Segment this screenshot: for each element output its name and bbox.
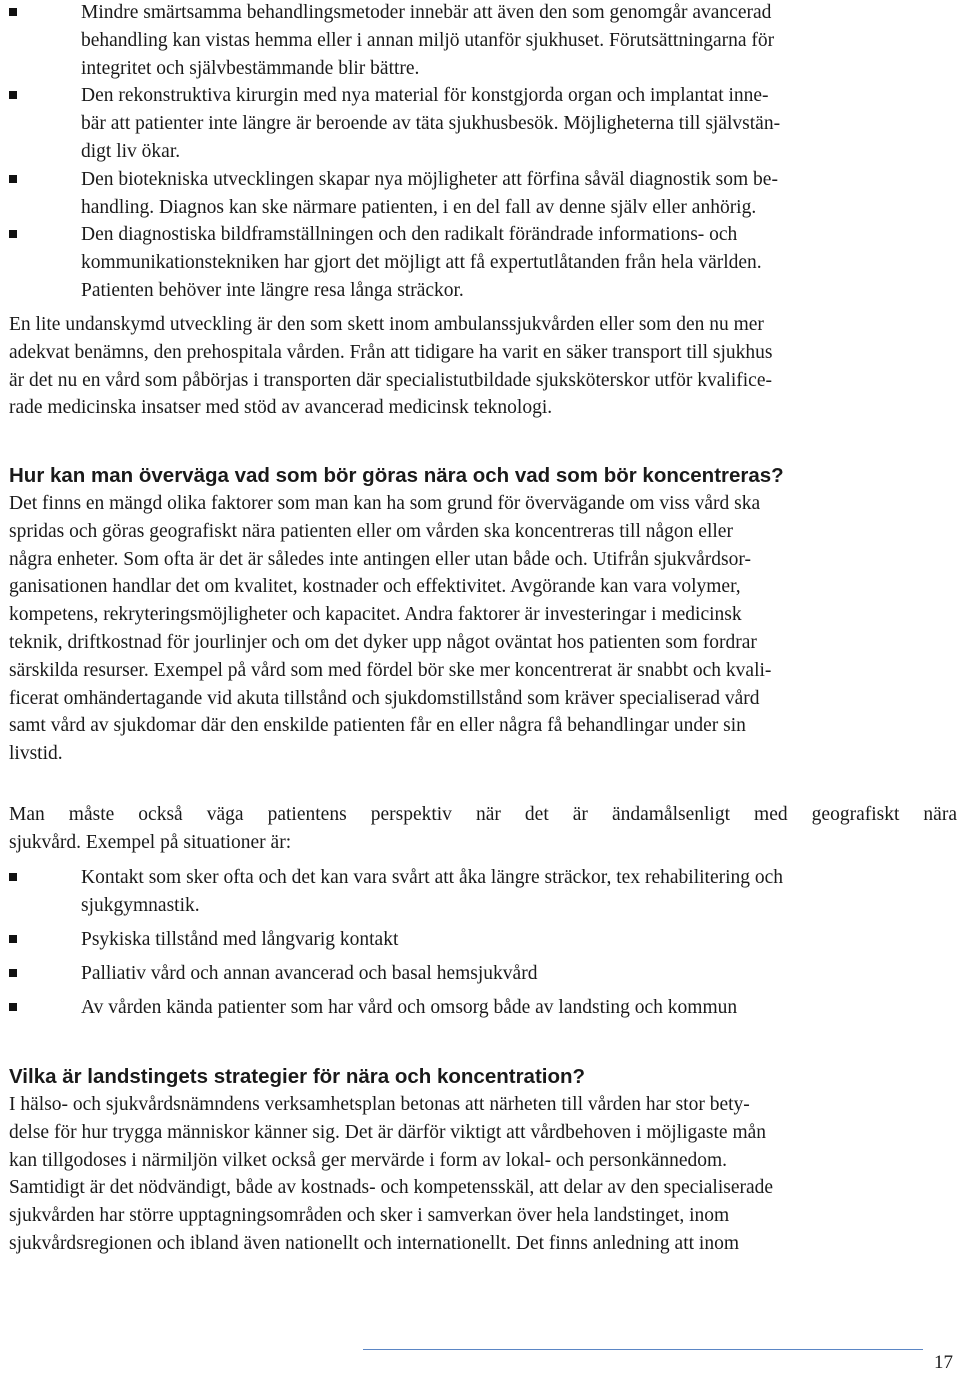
square-bullet-icon [9,175,17,183]
list-item-line: Patienten behöver inte längre resa långa sträckor. [81,279,464,301]
paragraph-line: I hälso- och sjukvårdsnämndens verksamhetsplan betonas att närheten till vården har stor bety- [9,1094,750,1115]
square-bullet-icon [9,8,17,16]
list-item [9,0,957,82]
list-item-line: integritet och självbestämmande blir bättre. [81,57,420,79]
list-item-line: Mindre smärtsamma behandlingsmetoder innebär att även den som genomgår avancerad [81,2,772,23]
section-2-body [9,1091,957,1258]
page-number: 17 [934,1352,953,1373]
paragraph-perspective [9,801,957,857]
list-item-line: bär att patienter inte längre är beroende av täta sjukhusbesök. Möjligheterna till självstän- [81,113,781,135]
list-item-line: digt liv ökar. [81,140,181,162]
list-item-line: Den rekonstruktiva kirurgin med nya material för konstgjorda organ och implantat inne- [81,85,769,107]
list-item [9,960,957,994]
footer-rule [363,1349,923,1350]
list-item-line: sjukgymnastik. [81,894,200,916]
paragraph-line: sjukvårdsregionen och ibland även nationellt och internationellt. Det finns anledning att inom [9,1232,739,1254]
top-bullet-list [9,0,957,305]
list-item-line: Kontakt som sker ofta och det kan vara svårt att åka längre sträckor, tex rehabilitering och [81,867,784,888]
square-bullet-icon [9,1003,17,1011]
paragraph-line: samt vård av sjukdomar där den enskilde patienten får en eller några få behandlingar under sin [9,715,746,737]
list-item-line: Palliativ vård och annan avancerad och basal hemsjukvård [81,963,538,984]
paragraph-line: sjukvård. Exempel på situationer är: [9,831,292,853]
paragraph-line: Samtidigt är det nödvändigt, både av kostnads- och kompetensskäl, att delar av den specialiserade [9,1177,774,1199]
paragraph-line: livstid. [9,743,63,765]
list-item-line: Den diagnostiska bildframställningen och den radikalt förändrade informations- och [81,224,738,246]
paragraph-line: kan tillgodoses i närmiljön vilket också ger mervärde i form av lokal- och personkännedom. [9,1149,728,1171]
list-item [9,166,957,222]
situations-bullet-list [9,864,957,1028]
list-item-line: kommunikationstekniken har gjort det möjligt att få expertutlåtanden från hela världen. [81,252,762,274]
paragraph-line: ganisationen handlar det om kvalitet, kostnader och effektivitet. Avgörande kan vara volymer, [9,576,741,598]
paragraph-line: några enheter. Som ofta är det är således inte antingen eller utan både och. Utifrån sjukvårdsor- [9,548,751,570]
list-item [9,82,957,165]
list-item-line: Den biotekniska utvecklingen skapar nya möjligheter att förfina såväl diagnostik som be- [81,168,778,190]
list-item-line: Av vården kända patienter som har vård och omsorg både av landsting och kommun [81,997,738,1018]
section-1-body [9,490,957,768]
paragraph-line: Man måste också väga patientens perspektiv när det är ändamålsenligt med geografiskt nära [9,804,957,825]
paragraph-line: delse för hur trygga människor känner sig. Det är därför viktigt att vårdbehoven i möjligaste mån [9,1121,767,1143]
list-item-line: behandling kan vistas hemma eller i annan miljö utanför sjukhuset. Förutsättningarna för [81,29,775,51]
list-item [9,221,957,304]
paragraph-ambulance [9,311,957,422]
square-bullet-icon [9,91,17,99]
list-item-line: Psykiska tillstånd med långvarig kontakt [81,929,399,950]
paragraph-line: särskilda resurser. Exempel på vård som med fördel bör ske mer koncentrerat är snabbt och kvali- [9,659,772,681]
paragraph-line: spridas och göras geografiskt nära patienten eller om vården ska koncentreras till någon eller [9,520,733,542]
list-item [9,926,957,960]
paragraph-line: ficerat omhändertagande vid akuta tillstånd och sjukdomstillstånd som kräver specialiserad vård [9,687,760,709]
paragraph-line: adekvat benämns, den prehospitala vården. Från att tidigare ha varit en säker transport till sjukhus [9,341,773,363]
square-bullet-icon [9,230,17,238]
paragraph-line: kompetens, rekryteringsmöjligheter och kapacitet. Andra faktorer är investeringar i medicinsk [9,604,742,626]
square-bullet-icon [9,935,17,943]
paragraph-line: teknik, driftkostnad för jourlinjer och om det dyker upp något oväntat hos patienten som fordrar [9,631,757,653]
list-item [9,864,957,926]
paragraph-line: är det nu en vård som påbörjas i transporten där specialistutbildade sjuksköterskor utför kvalifice- [9,369,772,391]
paragraph-line: Det finns en mängd olika faktorer som man kan ha som grund för övervägande om viss vård ska [9,493,761,514]
section-heading: Vilka är landstingets strategier för nära och koncentration? [9,1065,586,1088]
section-heading: Hur kan man överväga vad som bör göras nära och vad som bör koncentreras? [9,464,784,487]
square-bullet-icon [9,969,17,977]
paragraph-line: En lite undanskymd utveckling är den som skett inom ambulanssjukvården eller som den nu mer [9,314,764,335]
paragraph-line: rade medicinska insatser med stöd av avancerad medicinsk teknologi. [9,397,553,419]
list-item [9,994,957,1028]
list-item-line: handling. Diagnos kan ske närmare patienten, i en del fall av denne själv eller anhörig. [81,196,757,218]
paragraph-line: sjukvården har större upptagningsområden och sker i samverkan över hela landstinget, inom [9,1205,730,1227]
square-bullet-icon [9,873,17,881]
